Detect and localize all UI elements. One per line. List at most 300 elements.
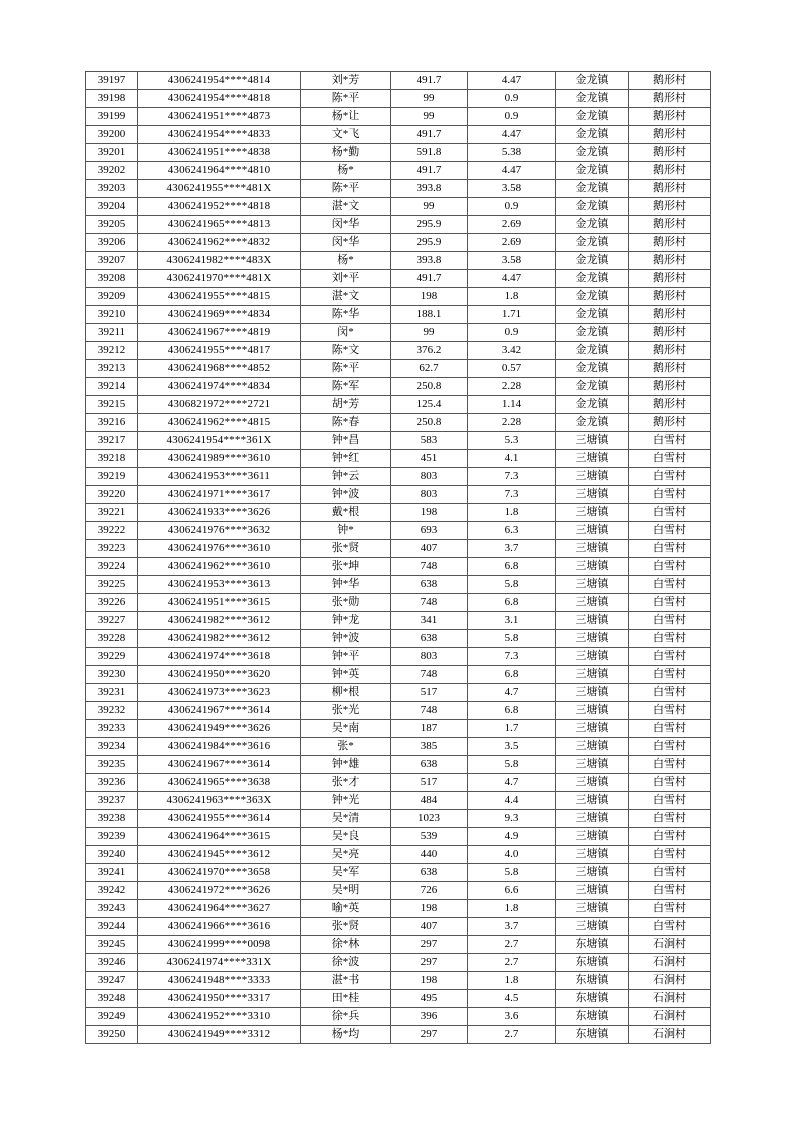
cell-town: 金龙镇 — [556, 72, 629, 90]
cell-town: 金龙镇 — [556, 342, 629, 360]
cell-village: 鹅形村 — [629, 126, 711, 144]
cell-id-number: 4306241954****4833 — [138, 126, 301, 144]
cell-amount: 638 — [391, 630, 468, 648]
cell-seq: 39237 — [86, 792, 138, 810]
table-row — [86, 846, 711, 864]
cell-seq: 39199 — [86, 108, 138, 126]
table-row — [86, 666, 711, 684]
table-row — [86, 954, 711, 972]
cell-id-number: 4306241951****4873 — [138, 108, 301, 126]
table-row — [86, 990, 711, 1008]
table-row — [86, 648, 711, 666]
cell-rate: 6.8 — [468, 558, 556, 576]
cell-rate: 2.7 — [468, 954, 556, 972]
cell-id-number: 4306241984****3616 — [138, 738, 301, 756]
cell-name: 张*坤 — [301, 558, 391, 576]
cell-village: 白雪村 — [629, 666, 711, 684]
cell-town: 三塘镇 — [556, 846, 629, 864]
cell-seq: 39210 — [86, 306, 138, 324]
cell-name: 戴*根 — [301, 504, 391, 522]
table-row — [86, 270, 711, 288]
cell-village: 鹅形村 — [629, 342, 711, 360]
cell-seq: 39241 — [86, 864, 138, 882]
cell-village: 白雪村 — [629, 864, 711, 882]
cell-name: 喻*英 — [301, 900, 391, 918]
cell-seq: 39222 — [86, 522, 138, 540]
cell-id-number: 4306241967****3614 — [138, 756, 301, 774]
cell-rate: 4.1 — [468, 450, 556, 468]
cell-id-number: 4306241989****3610 — [138, 450, 301, 468]
cell-amount: 99 — [391, 90, 468, 108]
table-row — [86, 594, 711, 612]
cell-amount: 295.9 — [391, 234, 468, 252]
cell-amount: 638 — [391, 756, 468, 774]
cell-name: 杨* — [301, 162, 391, 180]
cell-id-number: 4306241949****3312 — [138, 1026, 301, 1044]
cell-amount: 583 — [391, 432, 468, 450]
cell-name: 徐*波 — [301, 954, 391, 972]
cell-id-number: 4306241971****3617 — [138, 486, 301, 504]
cell-name: 张*光 — [301, 702, 391, 720]
cell-seq: 39212 — [86, 342, 138, 360]
cell-id-number: 4306241974****4834 — [138, 378, 301, 396]
cell-town: 三塘镇 — [556, 738, 629, 756]
cell-seq: 39201 — [86, 144, 138, 162]
table-row — [86, 468, 711, 486]
cell-amount: 99 — [391, 324, 468, 342]
table-row — [86, 144, 711, 162]
cell-seq: 39238 — [86, 810, 138, 828]
cell-town: 金龙镇 — [556, 396, 629, 414]
cell-amount: 297 — [391, 954, 468, 972]
table-row — [86, 918, 711, 936]
cell-seq: 39249 — [86, 1008, 138, 1026]
cell-village: 白雪村 — [629, 756, 711, 774]
cell-rate: 2.69 — [468, 234, 556, 252]
cell-village: 白雪村 — [629, 612, 711, 630]
cell-rate: 1.71 — [468, 306, 556, 324]
cell-id-number: 4306241982****3612 — [138, 612, 301, 630]
cell-amount: 726 — [391, 882, 468, 900]
cell-name: 吴*南 — [301, 720, 391, 738]
cell-amount: 748 — [391, 594, 468, 612]
cell-rate: 4.5 — [468, 990, 556, 1008]
cell-rate: 4.47 — [468, 72, 556, 90]
cell-town: 金龙镇 — [556, 162, 629, 180]
table-row — [86, 216, 711, 234]
cell-town: 三塘镇 — [556, 882, 629, 900]
cell-town: 东塘镇 — [556, 936, 629, 954]
cell-village: 鹅形村 — [629, 270, 711, 288]
cell-name: 湛*文 — [301, 288, 391, 306]
cell-amount: 440 — [391, 846, 468, 864]
cell-village: 鹅形村 — [629, 216, 711, 234]
cell-seq: 39205 — [86, 216, 138, 234]
cell-id-number: 4306241976****3632 — [138, 522, 301, 540]
table-row — [86, 288, 711, 306]
cell-village: 石涧村 — [629, 1008, 711, 1026]
cell-name: 柳*根 — [301, 684, 391, 702]
cell-amount: 385 — [391, 738, 468, 756]
cell-id-number: 4306241969****4834 — [138, 306, 301, 324]
cell-name: 闵*华 — [301, 234, 391, 252]
cell-village: 白雪村 — [629, 720, 711, 738]
cell-village: 鹅形村 — [629, 72, 711, 90]
cell-town: 金龙镇 — [556, 144, 629, 162]
cell-town: 东塘镇 — [556, 972, 629, 990]
cell-name: 陈*平 — [301, 180, 391, 198]
table-row — [86, 486, 711, 504]
cell-id-number: 4306241962****4832 — [138, 234, 301, 252]
table-row — [86, 720, 711, 738]
cell-amount: 297 — [391, 936, 468, 954]
cell-amount: 748 — [391, 558, 468, 576]
cell-village: 白雪村 — [629, 558, 711, 576]
cell-name: 陈*军 — [301, 378, 391, 396]
cell-town: 三塘镇 — [556, 522, 629, 540]
cell-id-number: 4306241972****3626 — [138, 882, 301, 900]
cell-id-number: 4306241999****0098 — [138, 936, 301, 954]
cell-id-number: 4306241953****3611 — [138, 468, 301, 486]
table-row — [86, 576, 711, 594]
cell-seq: 39197 — [86, 72, 138, 90]
cell-amount: 198 — [391, 504, 468, 522]
table-row — [86, 1008, 711, 1026]
cell-id-number: 4306241951****3615 — [138, 594, 301, 612]
cell-town: 三塘镇 — [556, 630, 629, 648]
cell-name: 吴*明 — [301, 882, 391, 900]
cell-amount: 188.1 — [391, 306, 468, 324]
cell-seq: 39226 — [86, 594, 138, 612]
cell-rate: 3.58 — [468, 252, 556, 270]
cell-rate: 6.8 — [468, 702, 556, 720]
cell-name: 湛*书 — [301, 972, 391, 990]
cell-amount: 396 — [391, 1008, 468, 1026]
cell-seq: 39233 — [86, 720, 138, 738]
cell-amount: 62.7 — [391, 360, 468, 378]
cell-village: 鹅形村 — [629, 360, 711, 378]
cell-rate: 3.42 — [468, 342, 556, 360]
cell-rate: 4.9 — [468, 828, 556, 846]
cell-seq: 39208 — [86, 270, 138, 288]
cell-town: 三塘镇 — [556, 792, 629, 810]
cell-rate: 4.4 — [468, 792, 556, 810]
cell-town: 三塘镇 — [556, 900, 629, 918]
cell-seq: 39232 — [86, 702, 138, 720]
table-row — [86, 450, 711, 468]
cell-amount: 407 — [391, 540, 468, 558]
cell-id-number: 4306241964****3615 — [138, 828, 301, 846]
cell-seq: 39216 — [86, 414, 138, 432]
cell-name: 钟*雄 — [301, 756, 391, 774]
cell-name: 钟*红 — [301, 450, 391, 468]
cell-name: 徐*林 — [301, 936, 391, 954]
cell-town: 三塘镇 — [556, 864, 629, 882]
table-row — [86, 342, 711, 360]
cell-seq: 39221 — [86, 504, 138, 522]
cell-village: 白雪村 — [629, 594, 711, 612]
cell-town: 金龙镇 — [556, 180, 629, 198]
cell-town: 三塘镇 — [556, 702, 629, 720]
cell-seq: 39203 — [86, 180, 138, 198]
cell-name: 吴*亮 — [301, 846, 391, 864]
cell-village: 白雪村 — [629, 810, 711, 828]
cell-seq: 39247 — [86, 972, 138, 990]
table-row — [86, 108, 711, 126]
cell-id-number: 4306241982****483X — [138, 252, 301, 270]
cell-seq: 39224 — [86, 558, 138, 576]
cell-rate: 9.3 — [468, 810, 556, 828]
cell-town: 金龙镇 — [556, 324, 629, 342]
cell-seq: 39240 — [86, 846, 138, 864]
cell-amount: 495 — [391, 990, 468, 1008]
cell-rate: 6.3 — [468, 522, 556, 540]
cell-amount: 491.7 — [391, 72, 468, 90]
table-row — [86, 72, 711, 90]
cell-rate: 1.8 — [468, 504, 556, 522]
cell-id-number: 4306241933****3626 — [138, 504, 301, 522]
cell-town: 金龙镇 — [556, 126, 629, 144]
cell-village: 白雪村 — [629, 522, 711, 540]
cell-village: 白雪村 — [629, 432, 711, 450]
table-row — [86, 900, 711, 918]
cell-village: 白雪村 — [629, 900, 711, 918]
cell-rate: 4.0 — [468, 846, 556, 864]
cell-name: 吴*清 — [301, 810, 391, 828]
cell-amount: 250.8 — [391, 414, 468, 432]
cell-rate: 3.6 — [468, 1008, 556, 1026]
cell-seq: 39211 — [86, 324, 138, 342]
cell-amount: 517 — [391, 774, 468, 792]
cell-name: 吴*良 — [301, 828, 391, 846]
cell-seq: 39207 — [86, 252, 138, 270]
cell-id-number: 4306241967****3614 — [138, 702, 301, 720]
cell-seq: 39231 — [86, 684, 138, 702]
cell-name: 钟*波 — [301, 630, 391, 648]
cell-rate: 5.8 — [468, 864, 556, 882]
cell-rate: 5.8 — [468, 756, 556, 774]
cell-village: 鹅形村 — [629, 144, 711, 162]
cell-village: 石涧村 — [629, 954, 711, 972]
cell-name: 杨*勤 — [301, 144, 391, 162]
cell-rate: 1.8 — [468, 900, 556, 918]
cell-rate: 5.38 — [468, 144, 556, 162]
cell-rate: 4.7 — [468, 684, 556, 702]
cell-town: 金龙镇 — [556, 90, 629, 108]
table-row — [86, 630, 711, 648]
cell-rate: 0.57 — [468, 360, 556, 378]
cell-seq: 39204 — [86, 198, 138, 216]
cell-town: 三塘镇 — [556, 828, 629, 846]
cell-id-number: 4306241954****4814 — [138, 72, 301, 90]
cell-seq: 39227 — [86, 612, 138, 630]
cell-town: 金龙镇 — [556, 108, 629, 126]
cell-village: 白雪村 — [629, 684, 711, 702]
cell-rate: 4.47 — [468, 162, 556, 180]
table-row — [86, 774, 711, 792]
table-sheet — [85, 71, 711, 1044]
cell-village: 鹅形村 — [629, 180, 711, 198]
cell-name: 钟*华 — [301, 576, 391, 594]
cell-village: 白雪村 — [629, 450, 711, 468]
cell-amount: 125.4 — [391, 396, 468, 414]
table-row — [86, 504, 711, 522]
cell-village: 白雪村 — [629, 648, 711, 666]
cell-town: 三塘镇 — [556, 684, 629, 702]
cell-seq: 39214 — [86, 378, 138, 396]
cell-seq: 39235 — [86, 756, 138, 774]
cell-town: 金龙镇 — [556, 216, 629, 234]
cell-name: 钟*英 — [301, 666, 391, 684]
cell-town: 三塘镇 — [556, 576, 629, 594]
table-row — [86, 612, 711, 630]
cell-town: 三塘镇 — [556, 648, 629, 666]
cell-town: 三塘镇 — [556, 468, 629, 486]
cell-name: 钟*波 — [301, 486, 391, 504]
cell-name: 文*飞 — [301, 126, 391, 144]
cell-amount: 250.8 — [391, 378, 468, 396]
cell-town: 东塘镇 — [556, 990, 629, 1008]
cell-rate: 1.14 — [468, 396, 556, 414]
cell-id-number: 4306241955****4815 — [138, 288, 301, 306]
cell-village: 鹅形村 — [629, 414, 711, 432]
cell-amount: 1023 — [391, 810, 468, 828]
cell-amount: 693 — [391, 522, 468, 540]
cell-town: 东塘镇 — [556, 1026, 629, 1044]
table-row — [86, 828, 711, 846]
records-tbody — [86, 72, 711, 1044]
cell-seq: 39236 — [86, 774, 138, 792]
cell-seq: 39198 — [86, 90, 138, 108]
cell-town: 三塘镇 — [556, 486, 629, 504]
cell-amount: 198 — [391, 972, 468, 990]
cell-seq: 39229 — [86, 648, 138, 666]
cell-id-number: 4306241953****3613 — [138, 576, 301, 594]
cell-seq: 39234 — [86, 738, 138, 756]
table-row — [86, 540, 711, 558]
cell-name: 刘*芳 — [301, 72, 391, 90]
cell-name: 吴*军 — [301, 864, 391, 882]
cell-name: 张*才 — [301, 774, 391, 792]
cell-rate: 4.7 — [468, 774, 556, 792]
cell-rate: 1.7 — [468, 720, 556, 738]
cell-seq: 39228 — [86, 630, 138, 648]
cell-name: 钟* — [301, 522, 391, 540]
table-row — [86, 414, 711, 432]
cell-town: 三塘镇 — [556, 540, 629, 558]
cell-id-number: 4306241968****4852 — [138, 360, 301, 378]
cell-town: 金龙镇 — [556, 378, 629, 396]
table-row — [86, 396, 711, 414]
cell-id-number: 4306241982****3612 — [138, 630, 301, 648]
cell-amount: 451 — [391, 450, 468, 468]
cell-town: 三塘镇 — [556, 558, 629, 576]
cell-id-number: 4306241950****3620 — [138, 666, 301, 684]
cell-id-number: 4306241973****3623 — [138, 684, 301, 702]
cell-village: 石涧村 — [629, 990, 711, 1008]
cell-village: 白雪村 — [629, 630, 711, 648]
cell-village: 白雪村 — [629, 504, 711, 522]
cell-id-number: 4306241967****4819 — [138, 324, 301, 342]
cell-seq: 39246 — [86, 954, 138, 972]
table-row — [86, 306, 711, 324]
cell-id-number: 4306241952****4818 — [138, 198, 301, 216]
cell-town: 金龙镇 — [556, 252, 629, 270]
cell-village: 鹅形村 — [629, 198, 711, 216]
cell-village: 鹅形村 — [629, 396, 711, 414]
table-row — [86, 522, 711, 540]
table-row — [86, 756, 711, 774]
table-row — [86, 882, 711, 900]
cell-amount: 638 — [391, 864, 468, 882]
cell-seq: 39220 — [86, 486, 138, 504]
cell-id-number: 4306241974****3618 — [138, 648, 301, 666]
cell-amount: 638 — [391, 576, 468, 594]
cell-id-number: 4306241948****3333 — [138, 972, 301, 990]
cell-amount: 803 — [391, 648, 468, 666]
cell-amount: 407 — [391, 918, 468, 936]
cell-town: 三塘镇 — [556, 594, 629, 612]
cell-village: 鹅形村 — [629, 108, 711, 126]
cell-amount: 491.7 — [391, 126, 468, 144]
cell-id-number: 4306241945****3612 — [138, 846, 301, 864]
cell-village: 白雪村 — [629, 576, 711, 594]
cell-id-number: 4306241954****361X — [138, 432, 301, 450]
cell-name: 刘*平 — [301, 270, 391, 288]
cell-town: 三塘镇 — [556, 810, 629, 828]
table-row — [86, 738, 711, 756]
cell-amount: 803 — [391, 468, 468, 486]
cell-amount: 484 — [391, 792, 468, 810]
cell-village: 鹅形村 — [629, 90, 711, 108]
cell-name: 陈*华 — [301, 306, 391, 324]
cell-amount: 187 — [391, 720, 468, 738]
cell-rate: 2.7 — [468, 936, 556, 954]
cell-rate: 1.8 — [468, 972, 556, 990]
table-row — [86, 558, 711, 576]
table-row — [86, 684, 711, 702]
cell-seq: 39248 — [86, 990, 138, 1008]
cell-id-number: 4306241950****3317 — [138, 990, 301, 1008]
cell-name: 闵* — [301, 324, 391, 342]
cell-rate: 7.3 — [468, 468, 556, 486]
table-row — [86, 432, 711, 450]
cell-amount: 99 — [391, 108, 468, 126]
cell-town: 三塘镇 — [556, 612, 629, 630]
cell-town: 金龙镇 — [556, 198, 629, 216]
cell-seq: 39213 — [86, 360, 138, 378]
cell-rate: 3.7 — [468, 540, 556, 558]
cell-rate: 1.8 — [468, 288, 556, 306]
cell-name: 杨*让 — [301, 108, 391, 126]
cell-id-number: 4306241970****3658 — [138, 864, 301, 882]
cell-name: 钟*龙 — [301, 612, 391, 630]
cell-amount: 591.8 — [391, 144, 468, 162]
cell-seq: 39223 — [86, 540, 138, 558]
cell-seq: 39242 — [86, 882, 138, 900]
cell-amount: 341 — [391, 612, 468, 630]
cell-village: 鹅形村 — [629, 234, 711, 252]
cell-name: 胡*芳 — [301, 396, 391, 414]
table-row — [86, 198, 711, 216]
cell-name: 陈*春 — [301, 414, 391, 432]
cell-town: 金龙镇 — [556, 234, 629, 252]
cell-name: 杨* — [301, 252, 391, 270]
cell-village: 白雪村 — [629, 702, 711, 720]
cell-name: 陈*平 — [301, 360, 391, 378]
cell-town: 三塘镇 — [556, 432, 629, 450]
table-row — [86, 378, 711, 396]
